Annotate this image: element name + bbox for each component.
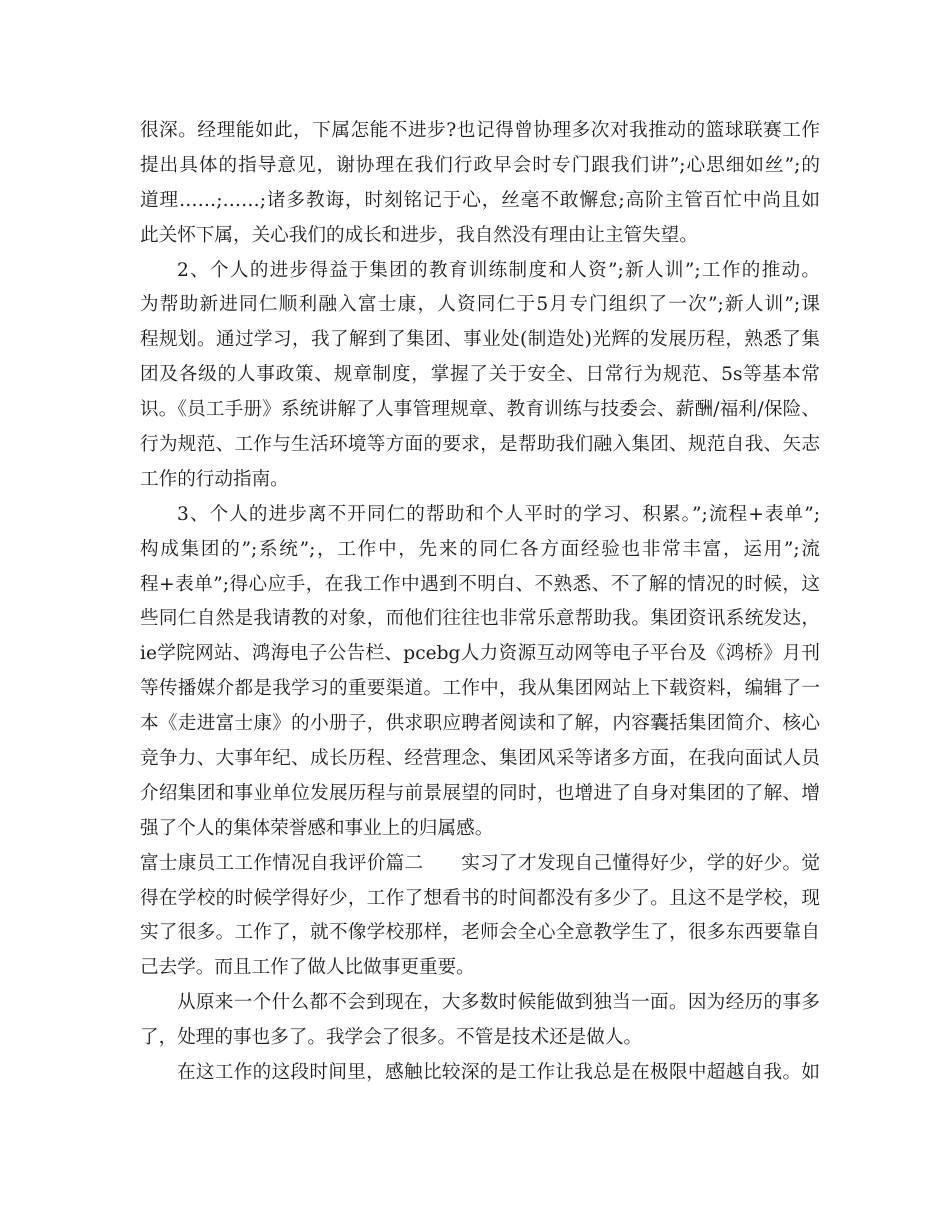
text-line: 工作的行动指南。 — [140, 468, 289, 490]
text-line: 此关怀下属，关心我们的成长和进步，我自然没有理由让主管失望。 — [140, 224, 698, 246]
text-line: 介绍集团和事业单位发展历程与前景展望的同时，也增进了自身对集团的了解、增 — [140, 782, 820, 804]
document-body — [140, 114, 820, 1091]
text-line: 得在学校的时候学得好少，工作了想看书的时间都没有多少了。且这不是学校，现 — [140, 887, 820, 909]
text-line: 构成集团的”;系统”;，工作中，先来的同仁各方面经验也非常丰富，运用”;流 — [140, 538, 820, 560]
text-line: 了，处理的事也多了。我学会了很多。不管是技术还是做人。 — [140, 1027, 643, 1049]
text-line: 些同仁自然是我请教的对象，而他们往往也非常乐意帮助我。集团资讯系统发达， — [140, 608, 820, 630]
text-line: 很深。经理能如此，下属怎能不进步?也记得曾协理多次对我推动的篮球联赛工作 — [140, 120, 820, 141]
text-line: 实了很多。工作了，就不像学校那样，老师会全心全意教学生了，很多东西要靠自 — [140, 922, 820, 944]
text-line: 等传播媒介都是我学习的重要渠道。工作中，我从集团网站上下载资料，编辑了一 — [140, 678, 820, 700]
text-line: 程规划。通过学习，我了解到了集团、事业处(制造处)光辉的发展历程，熟悉了集 — [140, 329, 820, 351]
text-line: 从原来一个什么都不会到现在，大多数时候能做到独当一面。因为经历的事多 — [177, 992, 820, 1014]
text-line: 3、个人的进步离不开同仁的帮助和个人平时的学习、积累。”;流程+表单”; — [177, 503, 820, 525]
text-line: 团及各级的人事政策、规章制度，掌握了关于安全、日常行为规范、5s等基本常 — [140, 364, 820, 386]
text-line: 程+表单”;得心应手，在我工作中遇到不明白、不熟悉、不了解的情况的时候，这 — [140, 573, 820, 595]
text-line: 识。《员工手册》系统讲解了人事管理规章、教育训练与技委会、薪酬/福利/保险、 — [140, 399, 820, 421]
text-line: 本《走进富士康》的小册子，供求职应聘者阅读和了解，内容囊括集团简介、核心 — [140, 713, 820, 735]
text-line: 强了个人的集体荣誉感和事业上的归属感。 — [140, 817, 494, 839]
text-line: 竞争力、大事年纪、成长历程、经营理念、集团风采等诸多方面，在我向面试人员 — [140, 748, 820, 770]
text-line: 富士康员工工作情况自我评价篇二 实习了才发现自己懂得好少，学的好少。觉 — [140, 852, 820, 874]
text-line: 提出具体的指导意见，谢协理在我们行政早会时专门跟我们讲”;心思细如丝”;的 — [140, 154, 820, 176]
text-line: 2、个人的进步得益于集团的教育训练制度和人资”;新人训”;工作的推动。 — [177, 259, 820, 281]
text-line: 在这工作的这段时间里，感触比较深的是工作让我总是在极限中超越自我。如 — [177, 1062, 820, 1084]
text-line: 道理……;……;诸多教诲，时刻铭记于心，丝毫不敢懈怠;高阶主管百忙中尚且如 — [140, 189, 820, 211]
text-line: ie学院网站、鸿海电子公告栏、pcebg人力资源互动网等电子平台及《鸿桥》月刊 — [140, 643, 820, 665]
text-line: 为帮助新进同仁顺利融入富士康，人资同仁于5月专门组织了一次”;新人训”;课 — [140, 294, 820, 316]
text-line: 行为规范、工作与生活环境等方面的要求，是帮助我们融入集团、规范自我、矢志 — [140, 434, 820, 456]
text-line: 己去学。而且工作了做人比做事更重要。 — [140, 957, 475, 979]
